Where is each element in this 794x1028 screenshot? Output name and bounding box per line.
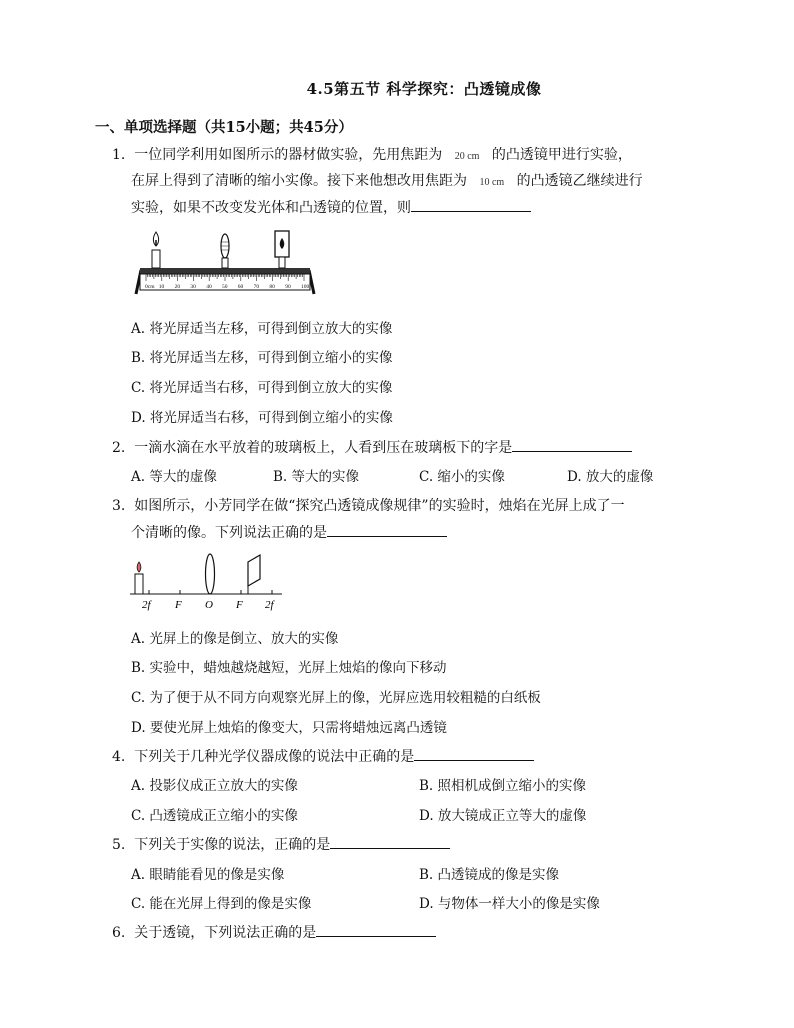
question-number: 4. xyxy=(112,749,126,765)
scale-label: 50 xyxy=(222,284,228,290)
convex-lens-icon xyxy=(221,234,229,268)
question-5-stem: 5. 下列关于实像的说法，正确的是 xyxy=(112,833,450,858)
question-1-line-2: 在屏上得到了清晰的缩小实像。接下来他想改用焦距为 10 cm 的凸透镜乙继续进行 xyxy=(131,173,643,189)
option-b[interactable]: B. 等大的实像 xyxy=(273,469,360,485)
option-d[interactable]: D. 与物体一样大小的像是实像 xyxy=(419,896,600,912)
question-number: 5. xyxy=(112,837,126,853)
option-c[interactable]: C. 缩小的实像 xyxy=(419,469,505,485)
answer-blank[interactable] xyxy=(316,922,436,937)
focal-length-value: 20 cm xyxy=(454,151,480,162)
scale-label: 60 xyxy=(237,284,244,290)
axis-label-o: O xyxy=(205,599,213,611)
option-a[interactable]: A. 将光屏适当左移，可得到倒立放大的实像 xyxy=(131,321,393,337)
option-a[interactable]: A. 光屏上的像是倒立、放大的实像 xyxy=(131,631,339,647)
answer-blank[interactable] xyxy=(330,834,450,849)
scale-label: 30 xyxy=(190,284,196,290)
axis-label-2f: 2f xyxy=(265,599,274,611)
option-c[interactable]: C. 能在光屏上得到的像是实像 xyxy=(131,896,312,912)
scale-label: 10 xyxy=(158,284,165,290)
option-a[interactable]: A. 等大的虚像 xyxy=(131,469,217,485)
candle-icon xyxy=(152,232,160,268)
option-a[interactable]: A. 眼睛能看见的像是实像 xyxy=(131,867,285,883)
question-2-stem: 2. 一滴水滴在水平放着的玻璃板上，人看到压在玻璃板下的字是 xyxy=(112,436,632,461)
option-a[interactable]: A. 投影仪成正立放大的实像 xyxy=(131,778,298,794)
answer-blank[interactable] xyxy=(512,437,632,452)
page-title: 4.5第五节 科学探究：凸透镜成像 xyxy=(306,80,542,98)
question-number: 6. xyxy=(112,925,126,941)
section-heading: 一、单项选择题（共15小题；共45分） xyxy=(95,119,353,136)
question-3-line-1: 3. 如图所示，小芳同学在做“探究凸透镜成像规律”的实验时，烛焰在光屏上成了一 xyxy=(112,498,625,514)
scale-label: 20 xyxy=(174,284,181,290)
scale-label: 70 xyxy=(253,284,260,290)
answer-blank[interactable] xyxy=(414,746,534,761)
focal-length-value: 10 cm xyxy=(479,177,505,188)
option-c[interactable]: C. 为了便于从不同方向观察光屏上的像，光屏应选用较粗糙的白纸板 xyxy=(131,690,541,706)
candle-icon xyxy=(135,562,143,594)
option-b[interactable]: B. 实验中，蜡烛越烧越短，光屏上烛焰的像向下移动 xyxy=(131,660,447,676)
question-3-line-2: 个清晰的像。下列说法正确的是 xyxy=(131,521,447,546)
question-6-stem: 6. 关于透镜，下列说法正确的是 xyxy=(112,921,436,946)
axis-label-f: F xyxy=(175,599,182,611)
option-b[interactable]: B. 凸透镜成的像是实像 xyxy=(419,867,560,883)
option-b[interactable]: B. 将光屏适当左移，可得到倒立缩小的实像 xyxy=(131,350,393,366)
screen-icon xyxy=(275,231,289,268)
question-4-stem: 4. 下列关于几种光学仪器成像的说法中正确的是 xyxy=(112,745,534,770)
scale-label: 90 xyxy=(285,284,291,290)
option-d[interactable]: D. 将光屏适当右移，可得到倒立缩小的实像 xyxy=(131,410,393,426)
question-number: 2. xyxy=(112,440,126,456)
lens-axis-figure xyxy=(128,552,288,614)
optical-bench-figure xyxy=(130,228,320,300)
axis-label-f: F xyxy=(236,599,243,611)
question-1-line-1: 1. 一位同学利用如图所示的器材做实验，先用焦距为 20 cm 的凸透镜甲进行实验， xyxy=(112,147,632,163)
answer-blank[interactable] xyxy=(327,522,447,537)
scale-label: 0cm xyxy=(145,284,155,290)
option-d[interactable]: D. 要使光屏上烛焰的像变大，只需将蜡烛远离凸透镜 xyxy=(131,720,447,736)
option-d[interactable]: D. 放大镜成正立等大的虚像 xyxy=(419,808,587,824)
option-c[interactable]: C. 凸透镜成正立缩小的实像 xyxy=(131,808,298,824)
option-b[interactable]: B. 照相机成倒立缩小的实像 xyxy=(419,778,587,794)
question-number: 3. xyxy=(112,498,126,514)
screen-icon xyxy=(248,555,260,594)
question-number: 1. xyxy=(112,147,126,163)
scale-label: 100 xyxy=(301,284,310,290)
question-1-line-3: 实验，如果不改变发光体和凸透镜的位置，则 xyxy=(131,196,531,221)
answer-blank[interactable] xyxy=(411,197,531,212)
option-d[interactable]: D. 放大的虚像 xyxy=(567,469,654,485)
scale-label: 80 xyxy=(269,284,275,290)
axis-label-2f: 2f xyxy=(142,599,151,611)
scale-label: 40 xyxy=(206,284,212,290)
option-c[interactable]: C. 将光屏适当右移，可得到倒立放大的实像 xyxy=(131,380,393,396)
convex-lens-icon xyxy=(206,554,215,594)
